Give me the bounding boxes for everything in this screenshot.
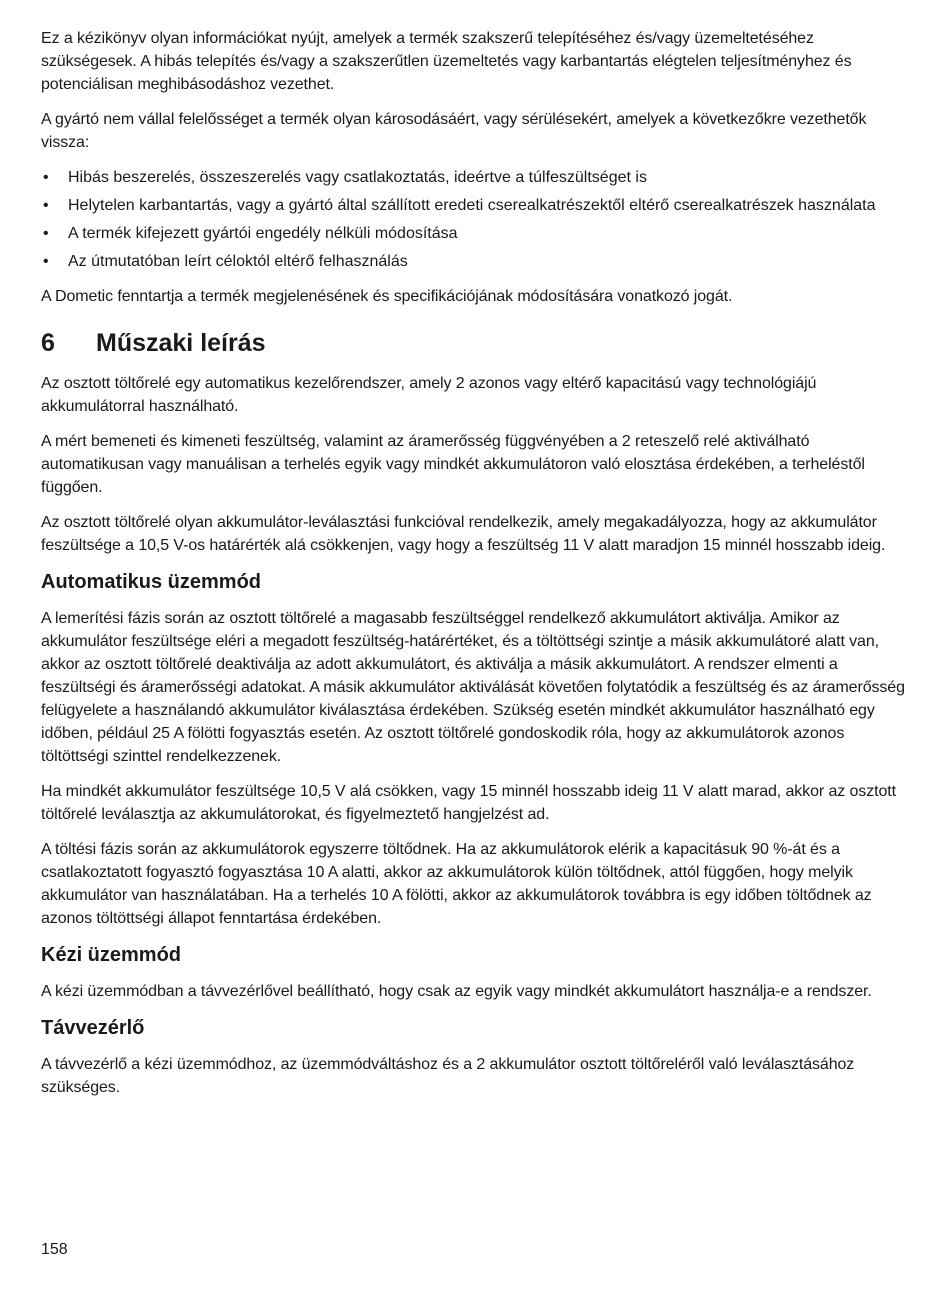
list-item-text: Hibás beszerelés, összeszerelés vagy csatlakoztatás, ideértve a túlfeszültséget is	[68, 169, 647, 186]
list-item-text: A termék kifejezett gyártói engedély nélküli módosítása	[68, 225, 458, 242]
auto-mode-paragraph-3: A töltési fázis során az akkumulátorok egyszerre töltődnek. Ha az akkumulátorok elérik a kapacitásuk 90 %-át és a csatlakoztatott fogyasztó fogyasztása 10 A alatti, akkor az akkumulátorok külön töltődnek, attól függően, hogy melyik akkumulátor van használatában. Ha a terhelés 10 A fölötti, akkor az akkumulátorok továbbra is egy időben töltődnek az azonos töltöttségi állapot fenntartása érdekében.	[41, 841, 872, 927]
bullet-icon: •	[43, 169, 49, 186]
list-item	[41, 166, 910, 189]
section-paragraph-2: A mért bemeneti és kimeneti feszültség, valamint az áramerősség függvényében a 2 reteszelő relé aktiválható automatikusan vagy manuálisan a terhelés egyik vagy mindkét akkumulátoron való elosztása érdekében, a terheléstől függően.	[41, 433, 865, 496]
remote-heading: Távvezérlő	[41, 1017, 145, 1039]
list-item	[41, 222, 910, 245]
section-paragraph-1: Az osztott töltőrelé egy automatikus kezelőrendszer, amely 2 azonos vagy eltérő kapacitású vagy technológiájú akkumulátorral használható.	[41, 375, 817, 415]
auto-mode-paragraph-2: Ha mindkét akkumulátor feszültsége 10,5 V alá csökken, vagy 15 minnél hosszabb ideig 11 V alatt marad, akkor az osztott töltőrelé leválasztja az akkumulátorokat, és figyelmeztető hangjelzést ad.	[41, 783, 896, 823]
bullet-icon: •	[43, 197, 49, 214]
manual-mode-paragraph: A kézi üzemmódban a távvezérlővel beállítható, hogy csak az egyik vagy mindkét akkumulátort használja-e a rendszer.	[41, 983, 872, 1000]
section-number: 6	[41, 329, 55, 357]
bullet-icon: •	[43, 225, 49, 242]
list-item	[41, 250, 910, 273]
intro-paragraph-3: A Dometic fenntartja a termék megjelenésének és specifikációjának módosítására vonatkozó jogát.	[41, 288, 733, 305]
section-paragraph-3: Az osztott töltőrelé olyan akkumulátor-leválasztási funkcióval rendelkezik, amely megakadályozza, hogy az akkumulátor feszültsége a 10,5 V-os határérték alá csökkenjen, vagy hogy a feszültség 11 V alatt maradjon 15 minnél hosszabb ideig.	[41, 514, 886, 554]
auto-mode-heading: Automatikus üzemmód	[41, 571, 262, 593]
intro-paragraph-1: Ez a kézikönyv olyan információkat nyújt, amelyek a termék szakszerű telepítéséhez és/vagy üzemeltetéséhez szükségesek. A hibás telepítés és/vagy a szakszerűtlen üzemeltetés vagy karbantartás elégtelen teljesítményhez és potenciálisan meghibásodáshoz vezethet.	[41, 30, 852, 93]
manual-mode-heading: Kézi üzemmód	[41, 944, 182, 966]
list-item	[41, 194, 910, 217]
remote-paragraph: A távvezérlő a kézi üzemmódhoz, az üzemmódváltáshoz és a 2 akkumulátor osztott töltőreléről való leválasztásához szükséges.	[41, 1056, 855, 1096]
bullet-icon: •	[43, 253, 49, 270]
section-heading	[41, 328, 910, 358]
intro-paragraph-2: A gyártó nem vállal felelősséget a termék olyan károsodásáért, vagy sérülésekért, amelyek a következőkre vezethetők vissza:	[41, 111, 867, 151]
section-title: Műszaki leírás	[96, 329, 266, 357]
liability-list	[41, 166, 910, 273]
auto-mode-paragraph-1: A lemerítési fázis során az osztott töltőrelé a magasabb feszültséggel rendelkező akkumulátort aktiválja. Amikor az akkumulátor feszültsége eléri a megadott feszültség-határértéket, és a töltöttségi szintje a másik akkumulátoré alatt van, akkor az osztott töltőrelé deaktiválja az adott akkumulátort, és aktiválja a másik akkumulátort. A rendszer elmenti a feszültségi és áramerősségi adatokat. A másik akkumulátor aktiválását követően folytatódik a feszültség és az áramerősség felügyelete a használandó akkumulátor kiválasztása érdekében. Szükség esetén mindkét akkumulátor használható egy időben, például 25 A fölötti fogyasztás esetén. Az osztott töltőrelé gondoskodik róla, hogy az akkumulátorok azonos töltöttségi szinttel rendelkezzenek.	[41, 610, 905, 765]
list-item-text: Az útmutatóban leírt céloktól eltérő felhasználás	[68, 253, 408, 270]
list-item-text: Helytelen karbantartás, vagy a gyártó által szállított eredeti cserealkatrészektől eltérő cserealkatrészek használata	[68, 197, 876, 214]
page-number: 158	[41, 1241, 68, 1258]
